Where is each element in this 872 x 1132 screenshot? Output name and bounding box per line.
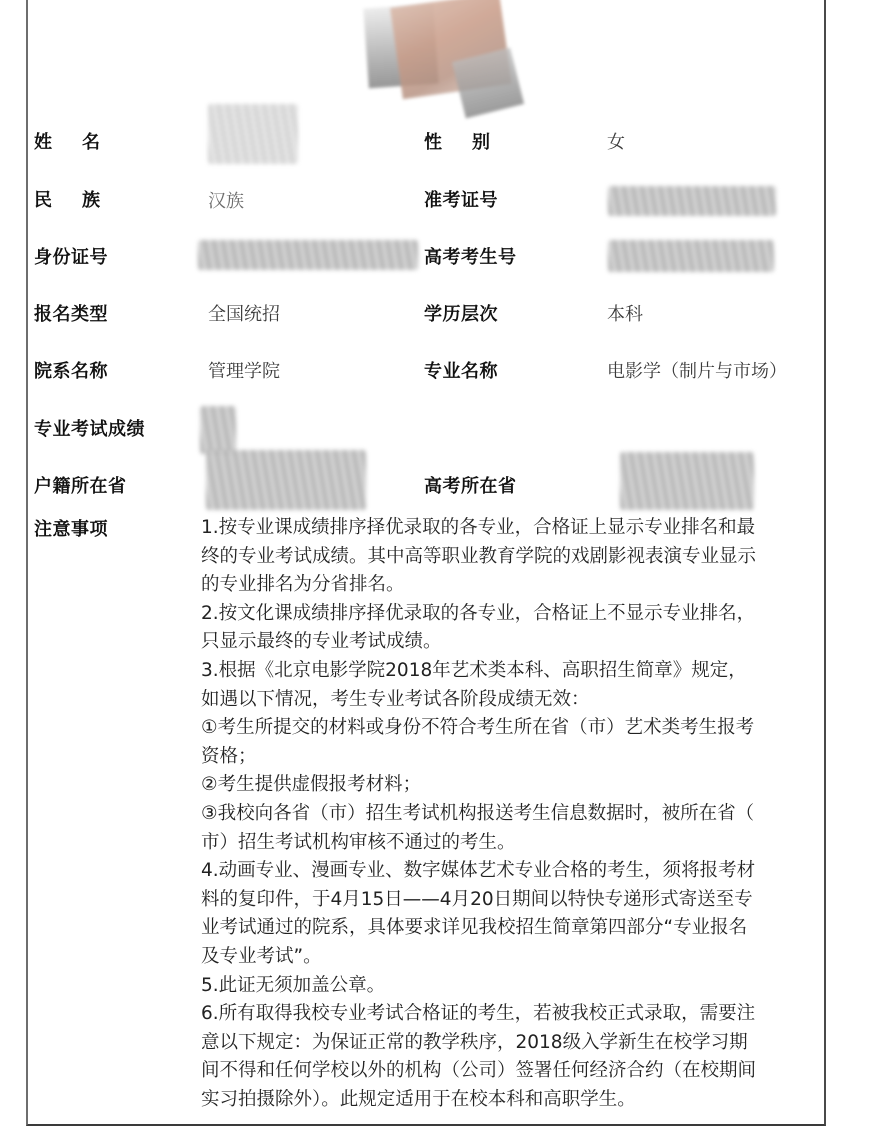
notes-line: 资格； xyxy=(201,745,257,767)
notes-line: 业考试通过的院系，具体要求详见我校招生简章第四部分“专业报名 xyxy=(201,917,748,939)
label-admission-ticket-no: 准考证号 xyxy=(424,190,498,211)
label-major: 专业名称 xyxy=(424,361,498,382)
redacted-admission-ticket-no xyxy=(608,186,776,216)
notes-text xyxy=(201,514,821,1114)
value-gender: 女 xyxy=(607,132,625,153)
label-notes: 注意事项 xyxy=(34,519,108,540)
notes-line: 市）招生考试机构审核不通过的考生。 xyxy=(201,831,516,853)
label-household-province: 户籍所在省 xyxy=(34,476,127,497)
notes-line: 的专业排名为分省排名。 xyxy=(201,574,405,596)
notes-line: 终的专业考试成绩。其中高等职业教育学院的戏剧影视表演专业显示 xyxy=(201,545,757,567)
redacted-photo xyxy=(366,0,556,116)
redacted-gaokao-province xyxy=(620,452,754,510)
label-id-number: 身份证号 xyxy=(34,247,108,268)
notes-line: 及专业考试”。 xyxy=(201,945,322,967)
value-ethnicity: 汉族 xyxy=(208,191,244,212)
notes-line: 实习拍摄除外）。此规定适用于在校本科和高职学生。 xyxy=(201,1088,636,1110)
notes-line: 意以下规定：为保证正常的教学秩序，2018级入学新生在校学习期 xyxy=(201,1031,748,1053)
notes-line: 如遇以下情况，考生专业考试各阶段成绩无效： xyxy=(201,688,590,710)
redacted-id-number xyxy=(198,240,418,270)
notes-line: 1.按专业课成绩排序择优录取的各专业，合格证上显示专业排名和最 xyxy=(201,517,756,538)
notes-line: 6.所有取得我校专业考试合格证的考生，若被我校正式录取，需要注 xyxy=(201,1003,756,1025)
notes-line: 2.按文化课成绩排序择优录取的各专业，合格证上不显示专业排名， xyxy=(201,602,756,624)
notes-line: 4.动画专业、漫画专业、数字媒体艺术专业合格的考生，须将报考材 xyxy=(201,860,756,882)
notes-line: 料的复印件，于4月15日——4月20日期间以特快专递形式寄送至专 xyxy=(201,888,753,910)
notes-line: ①考生所提交的材料或身份不符合考生所在省（市）艺术类考生报考 xyxy=(201,717,755,739)
label-exam-score: 专业考试成绩 xyxy=(34,419,145,440)
label-department: 院系名称 xyxy=(34,361,108,382)
redacted-name-value xyxy=(208,104,298,164)
notes-line: 5.此证无须加盖公章。 xyxy=(201,974,386,996)
redacted-exam-score xyxy=(200,406,236,454)
notes-line: 3.根据《北京电影学院2018年艺术类本科、高职招生简章》规定， xyxy=(201,659,747,681)
label-gender: 性别 xyxy=(424,132,520,153)
label-gaokao-province: 高考所在省 xyxy=(424,476,517,497)
label-gaokao-candidate-no: 高考考生号 xyxy=(424,247,517,268)
notes-line: ②考生提供虚假报考材料； xyxy=(201,774,422,796)
label-registration-type: 报名类型 xyxy=(34,304,108,325)
value-registration-type: 全国统招 xyxy=(208,304,280,325)
notes-line: ③我校向各省（市）招生考试机构报送考生信息数据时，被所在省（ xyxy=(201,802,755,824)
notes-line: 只显示最终的专业考试成绩。 xyxy=(201,631,442,653)
value-major: 电影学（制片与市场） xyxy=(607,361,787,382)
label-name: 姓名 xyxy=(34,132,130,153)
label-ethnicity: 民族 xyxy=(34,190,130,211)
label-education-level: 学历层次 xyxy=(424,304,498,325)
redacted-household-province xyxy=(206,450,366,510)
value-department: 管理学院 xyxy=(208,361,280,382)
redacted-gaokao-candidate-no xyxy=(608,240,774,272)
value-education-level: 本科 xyxy=(607,304,643,325)
notes-line: 间不得和任何学校以外的机构（公司）签署任何经济合约（在校期间 xyxy=(201,1060,757,1082)
